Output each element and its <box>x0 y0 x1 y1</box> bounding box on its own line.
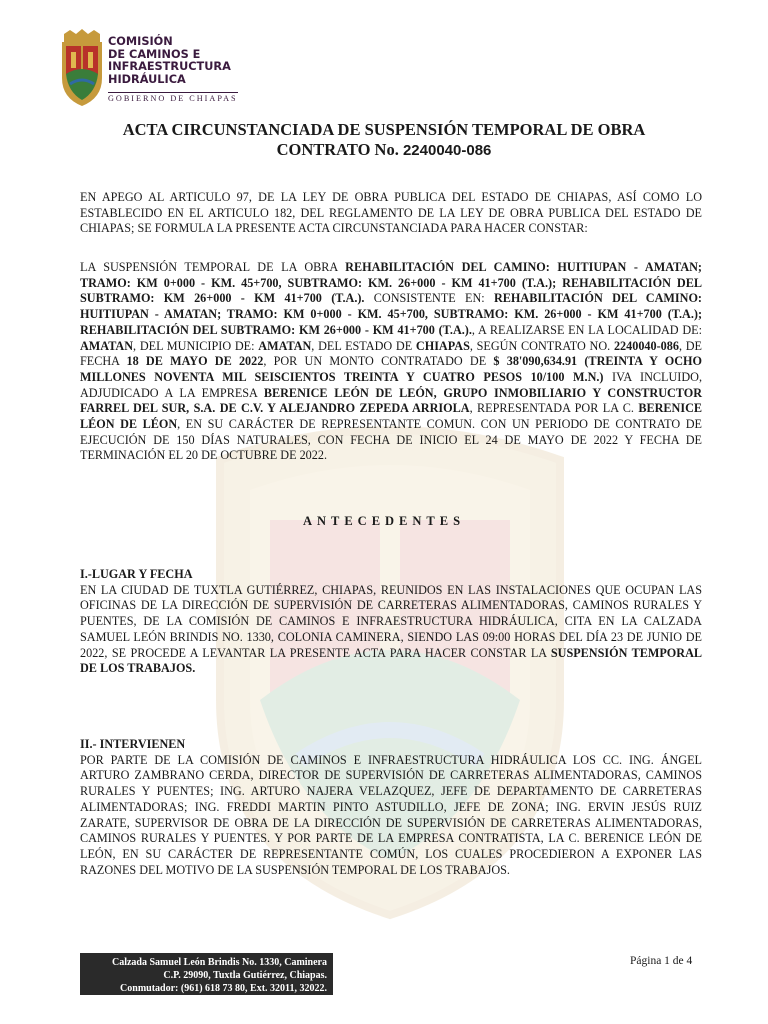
government-label: GOBIERNO DE CHIAPAS <box>108 94 238 103</box>
contractor: BERENICE LEÓN DE LEÓN, GRUPO INMOBILIARIO Y CONSTRUCTOR FARREL DEL SUR, S.A. DE C.V. Y ALEJANDRO ZEPEDA ARRIOLA <box>80 385 702 416</box>
organization-name: COMISIÓN DE CAMINOS E INFRAESTRUCTURA HIDRÁULICA <box>108 35 231 86</box>
footer-address: Calzada Samuel León Brindis No. 1330, Caminera C.P. 29090, Tuxtla Gutiérrez, Chiapas. Conmutador: (961) 618 73 80, Ext. 32011, 32022. <box>80 953 333 995</box>
municipality: AMATAN <box>258 338 312 353</box>
chiapas-shield-icon <box>58 28 106 108</box>
antecedentes-heading: ANTECEDENTES <box>302 514 466 528</box>
section-lugar-fecha: I.-LUGAR Y FECHA EN LA CIUDAD DE TUXTLA GUTIÉRREZ, CHIAPAS, REUNIDOS EN LAS INSTALACIONES QUE OCUPAN LAS OFICINAS DE LA DIRECCIÓN DE SUPERVISIÓN DE CARRETERAS ALIMENTADORAS, CAMINOS RURALES Y PUENTES, DE LA COMISIÓN DE CAMINOS E INFRAESTRUCTURA HIDRÁULICA, CITA EN LA CALZADA SAMUEL LEÓN BRINDIS NO. 1330, COLONIA CAMINERA, SIENDO LAS 09:00 HORAS DEL DÍA 23 DE JUNIO DE 2022, SE PROCEDE A LEVANTAR LA PRESENTE ACTA PARA HACER CONSTAR LA SUSPENSIÓN TEMPORAL DE LOS TRABAJOS. <box>80 567 702 676</box>
contract-number: 2240040-086 <box>402 142 492 159</box>
document-title <box>0 120 768 161</box>
organization-logo <box>58 28 238 108</box>
locality: AMATAN <box>80 338 134 353</box>
contract-date: 18 DE MAYO DE 2022 <box>126 354 264 369</box>
suspension-emphasis: SUSPENSIÓN TEMPORAL DE LOS TRABAJOS. <box>80 645 702 676</box>
work-description: REHABILITACIÓN DEL CAMINO: HUITIUPAN - AMATAN; TRAMO: KM 0+000 - KM. 45+700, SUBTRAMO: KM. 26+000 - KM 41+700 (T.A.); REHABILITACIÓN DEL SUBTRAMO: KM 26+000 - KM 41+700 (T.A.). <box>80 291 702 337</box>
title-line-1: ACTA CIRCUNSTANCIADA DE SUSPENSIÓN TEMPORAL DE OBRA <box>122 120 646 139</box>
state: CHIAPAS <box>415 338 470 353</box>
suspension-paragraph: LA SUSPENSIÓN TEMPORAL DE LA OBRA REHABILITACIÓN DEL CAMINO: HUITIUPAN - AMATAN; TRAMO: KM 0+000 - KM. 45+700, SUBTRAMO: KM. 26+000 - KM 41+700 (T.A.); REHABILITACIÓN DEL SUBTRAMO: KM 26+000 - KM 41+700 (T.A.). CONSISTENTE EN: REHABILITACIÓN DEL CAMINO: HUITIUPAN - AMATAN; TRAMO: KM 0+000 - KM. 45+700, SUBTRAMO: KM. 26+000 - KM 41+700 (T.A.); REHABILITACIÓN DEL SUBTRAMO: KM 26+000 - KM 41+700 (T.A.)., A REALIZARSE EN LA LOCALIDAD DE: AMATAN, DEL MUNICIPIO DE: AMATAN, DEL ESTADO DE CHIAPAS, SEGÚN CONTRATO NO. 2240040-086, DE FECHA 18 DE MAYO DE 2022, POR UN MONTO CONTRATADO DE $ 38'090,634.91 (TREINTA Y OCHO MILLONES NOVENTA MIL SEISCIENTOS TREINTA Y CUATRO PESOS 10/100 M.N.) IVA INCLUIDO, ADJUDICADO A LA EMPRESA BERENICE LEÓN DE LEÓN, GRUPO INMOBILIARIO Y CONSTRUCTOR FARREL DEL SUR, S.A. DE C.V. Y ALEJANDRO ZEPEDA ARRIOLA, REPRESENTADA POR LA C. BERENICE LÉON DE LÉON, EN SU CARÁCTER DE REPRESENTANTE COMUN. CON UN PERIODO DE CONTRATO DE EJECUCIÓN DE 150 DÍAS NATURALES, CON FECHA DE INICIO EL 24 DE MAYO DE 2022 Y FECHA DE TERMINACIÓN EL 20 DE OCTUBRE DE 2022. <box>80 260 703 463</box>
contract-amount: $ 38'090,634.91 (TREINTA Y OCHO MILLONES NOVENTA MIL SEISCIENTOS TREINTA Y CUATRO PESOS 10/100 M.N.) <box>80 354 702 384</box>
contract-ref: 2240040-086 <box>613 338 679 353</box>
section-1-heading: I.-LUGAR Y FECHA <box>80 567 193 581</box>
section-intervienen: II.- INTERVIENEN POR PARTE DE LA COMISIÓN DE CAMINOS E INFRAESTRUCTURA HIDRÁULICA LOS CC. ING. ÁNGEL ARTURO ZAMBRANO CERDA, DIRECTOR DE SUPERVISIÓN DE CARRETERAS ALIMENTADORAS, CAMINOS RURALES Y PUENTES; ING. ARTURO NAJERA VELAZQUEZ, JEFE DE DEPARTAMENTO DE CARRETERAS ALIMENTADORAS; ING. FREDDI MARTIN PINTO ASTUDILLO, JEFE DE ZONA; ING. ERVIN JESÚS RUIZ ZARATE, SUPERVISOR DE OBRA DE LA DIRECCIÓN DE SUPERVISIÓN DE CARRETERAS ALIMENTADORAS, CAMINOS RURALES Y PUENTES. Y POR PARTE DE LA EMPRESA CONTRATISTA, LA C. BERENICE LEÓN DE LEÓN, EN SU CARÁCTER DE REPRESENTANTE COMÚN, LOS CUALES PROCEDIERON A EXPONER LAS RAZONES DEL MOTIVO DE LA SUSPENSIÓN TEMPORAL DE LOS TRABAJOS. <box>80 737 702 877</box>
page-number: Página 1 de 4 <box>630 955 693 967</box>
representative: BERENICE LÉON DE LÉON <box>80 401 703 432</box>
work-name: REHABILITACIÓN DEL CAMINO: HUITIUPAN - AMATAN; TRAMO: KM 0+000 - KM. 45+700, SUBTRAMO: KM. 26+000 - KM 41+700 (T.A.); REHABILITACIÓN DEL SUBTRAMO: KM 26+000 - KM 41+700 (T.A.). <box>80 260 702 306</box>
section-2-heading: II.- INTERVIENEN <box>80 737 186 751</box>
title-line-2: CONTRATO No. 2240040-086 <box>276 140 492 159</box>
intro-paragraph: EN APEGO AL ARTICULO 97, DE LA LEY DE OBRA PUBLICA DEL ESTADO DE CHIAPAS, ASÍ COMO LO ESTABLECIDO EN EL ARTICULO 182, DEL REGLAMENTO DE LA LEY DE OBRA PUBLICA DEL ESTADO DE CHIAPAS; SE FORMULA LA PRESENTE ACTA CIRCUNSTANCIADA PARA HACER CONSTAR: <box>80 190 702 236</box>
